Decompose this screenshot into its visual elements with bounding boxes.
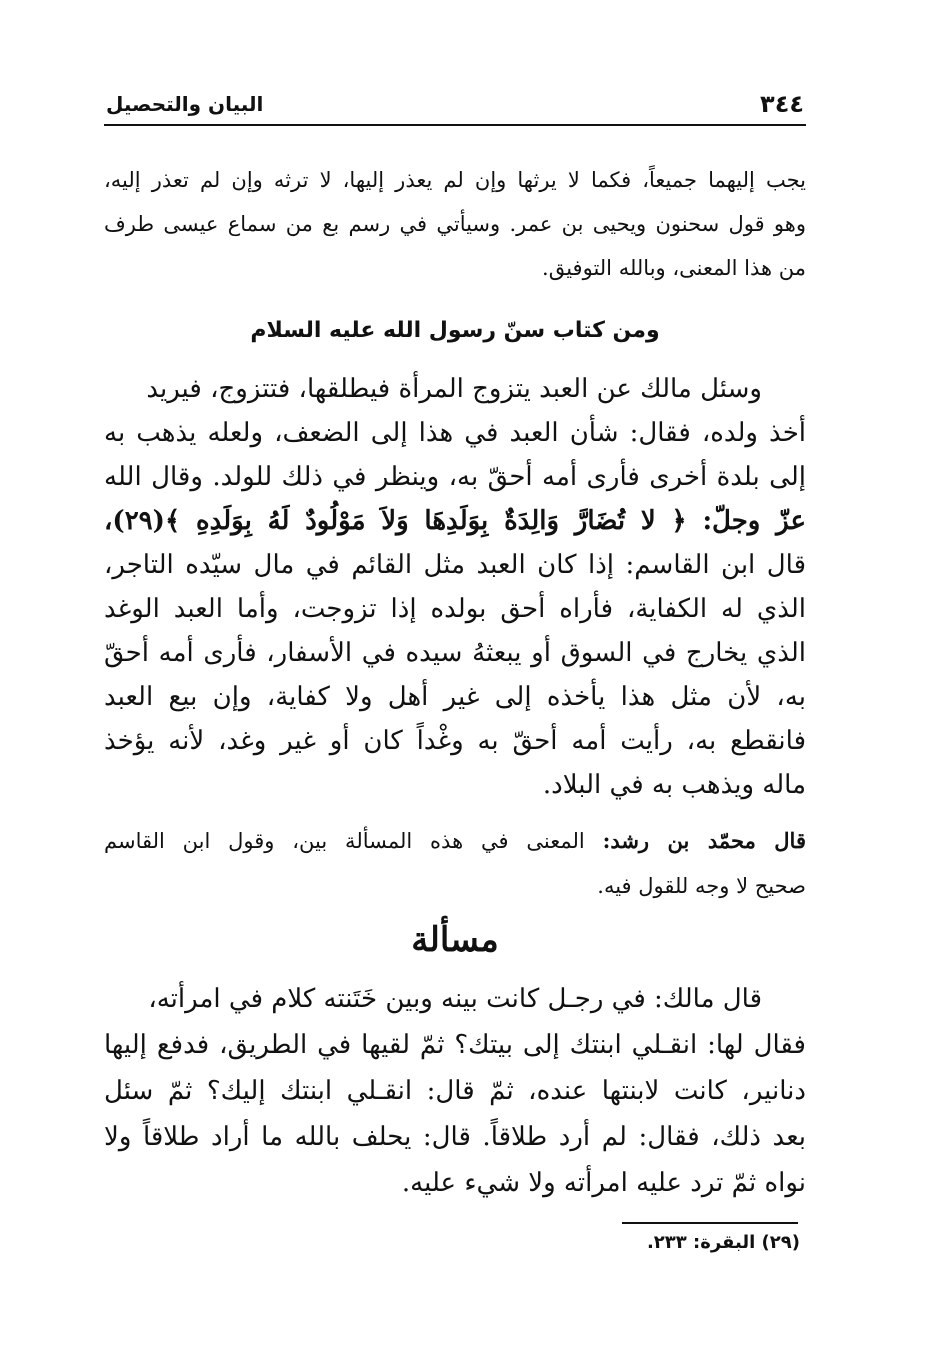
text-line: إلى بلدة أخرى فأرى أمه أحقّ به، وينظر في ذلك للولد. وقال الله xyxy=(104,462,806,492)
page-number: ٣٤٤ xyxy=(760,90,804,118)
text-line: نواه ثمّ ترد عليه امرأته ولا شيء عليه. xyxy=(401,1168,806,1198)
footnote: (٢٩) البقرة: ٢٣٣. xyxy=(646,1232,800,1253)
commentary-text: المعنى في هذه المسألة بين، وقول ابن القاسم xyxy=(104,829,585,853)
text-line: قال مالك: في رجـل كانت بينه وبين خَتَنته كلام في امرأته، xyxy=(148,984,762,1014)
text-line: قال ابن القاسم: إذا كان العبد مثل القائم في مال سيّده التاجر، xyxy=(104,550,806,580)
commentary-line: صحيح لا وجه للقول فيه. xyxy=(597,874,806,898)
commentary-line xyxy=(104,828,806,853)
text-line: الذي يخارج في السوق أو يبعثهُ سيده في الأسفار، فأرى أمه أحقّ xyxy=(104,638,806,668)
text-line: وسئل مالك عن العبد يتزوج المرأة فيطلقها، فتتزوج، فيريد xyxy=(146,374,762,404)
running-title: البيان والتحصيل xyxy=(106,92,264,116)
text-line: فقال لها: انقـلي ابنتك إلى بيتك؟ ثمّ لقيها في الطريق، فدفع إليها xyxy=(104,1030,806,1060)
masala-heading: مسألة xyxy=(411,920,499,960)
text-line: دنانير، كانت لابنتها عنده، ثمّ قال: انقـلي ابنتك إليك؟ ثمّ سئل xyxy=(104,1076,806,1106)
text-line: ماله ويذهب به في البلاد. xyxy=(542,770,806,800)
text-line: الذي له الكفاية، فأراه أحق بولده إذا تزوجت، وأما العبد الوغد xyxy=(104,594,806,624)
quran-verse-line: عزّ وجلّ: ﴿ لا تُضَارَّ وَالِدَةٌ بِوَلَدِهَا وَلاَ مَوْلُودٌ لَهُ بِوَلَدِهِ ﴾(٢٩)، xyxy=(104,506,806,536)
section-title: ومن كتاب سنّ رسول الله عليه السلام xyxy=(250,318,660,343)
running-header xyxy=(104,88,806,126)
footnote-rule xyxy=(622,1222,798,1224)
text-line: فانقطع به، رأيت أمه أحقّ به وغْداً كان أو غير وغد، لأنه يؤخذ xyxy=(104,726,806,756)
commentary-speaker: قال محمّد بن رشد: xyxy=(602,828,806,853)
text-line: أخذ ولده، فقال: شأن العبد في هذا إلى الضعف، ولعله يذهب به xyxy=(104,418,806,448)
text-line: به، لأن مثل هذا يأخذه إلى غير أهل ولا كفاية، وإن بيع العبد xyxy=(104,682,806,712)
text-line: يجب إليهما جميعاً، فكما لا يرثها وإن لم يعذر إليها، لا ترثه وإن لم تعذر إليه، xyxy=(104,168,806,192)
text-line: من هذا المعنى، وبالله التوفيق. xyxy=(542,256,806,280)
text-line: وهو قول سحنون ويحيى بن عمر. وسيأتي في رسم بع من سماع عيسى طرف xyxy=(104,212,806,236)
text-line: بعد ذلك، فقال: لم أرد طلاقاً. قال: يحلف بالله ما أراد طلاقاً ولا xyxy=(104,1122,806,1152)
